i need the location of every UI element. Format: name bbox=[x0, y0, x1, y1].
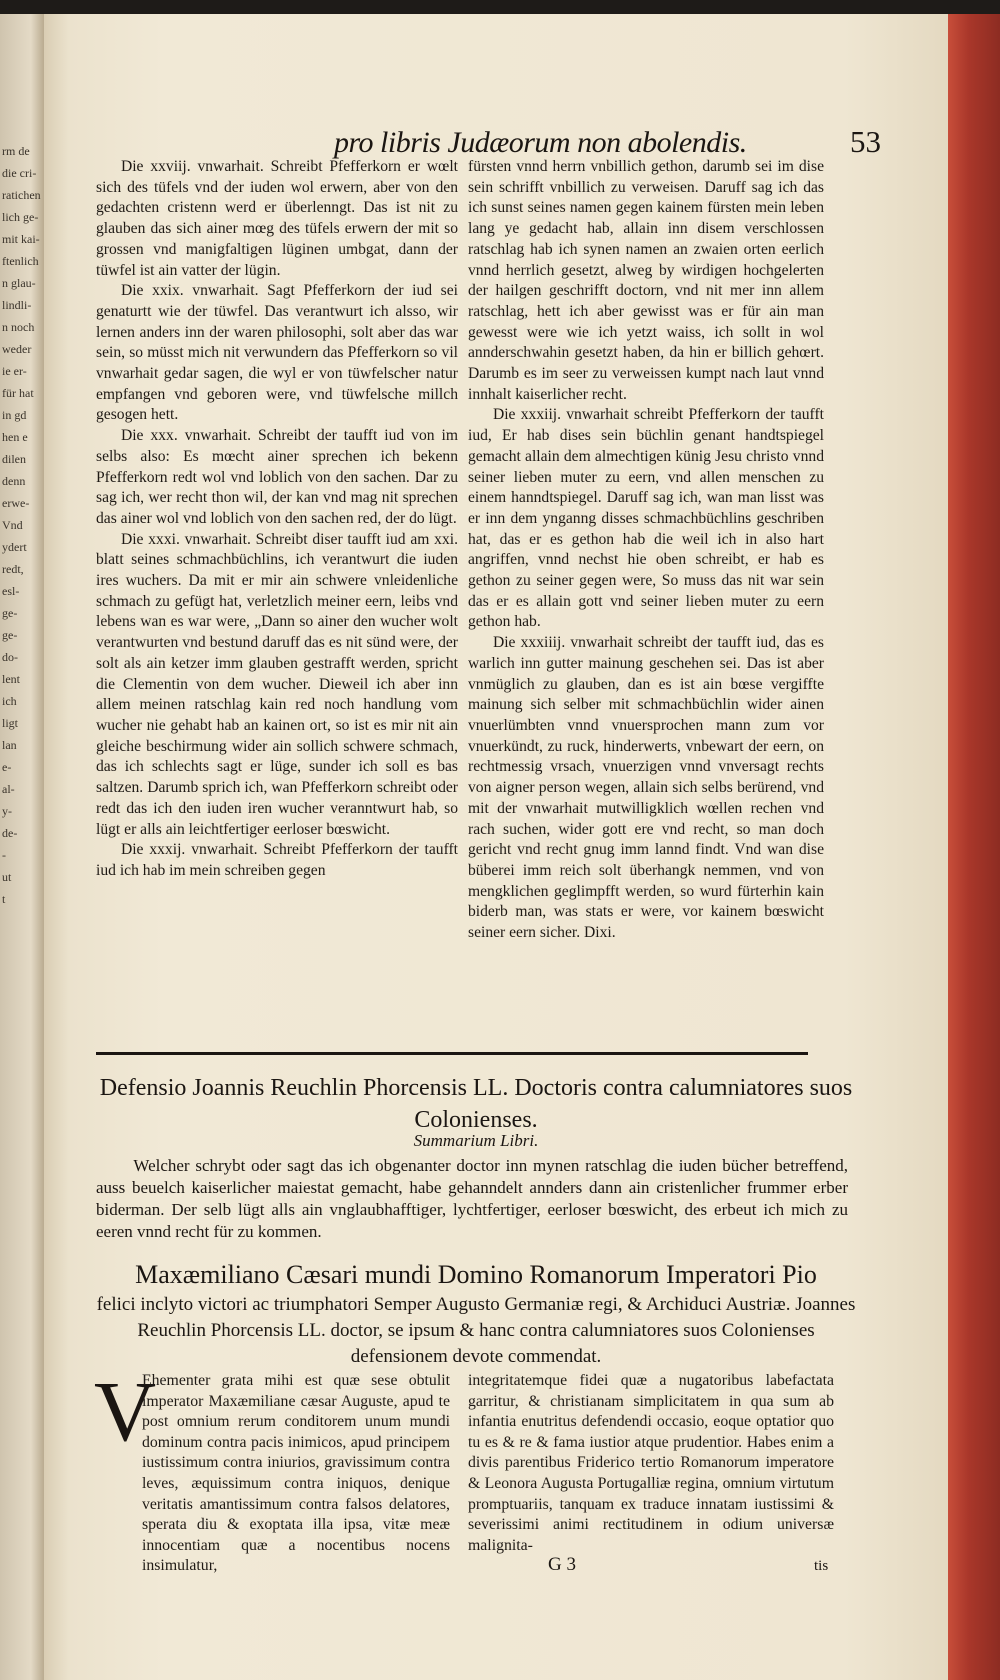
margin-fragment: esl- bbox=[2, 584, 20, 598]
margin-fragment: die cri- bbox=[2, 166, 37, 180]
book-page bbox=[44, 14, 948, 1680]
paragraph: Die xxxiiij. vnwarhait schreibt der taufft iud, das es warlich inn gutter mainung geschehen sei. Das ist aber vnmüglich zu glauben, dan es ist ain bœse vergiffte mainung sich selber mit schmachbüchlin wider ainen vnuerlümbten vnnd vnuersprochen mann zum vor vnuerkündt, zu ruck, hinderwerts, vnbewart der eern, on rechtmessig vrsach, vnuerzigen vnnd vnversagt rechts von aigner person wegen, allain sich selbs berürend, vnd mit der vnwarhait mutwilligklich wœllen rechen vnd rach suchen, wider gott ere vnd recht, so man doch gericht vnd recht gnug imm lannd findt. Vnd wan dise büberei imm reich solt überhangk nemmen, vnd von mengklichen geglimpfft werden, so wurd fürterhin kain biderb man, was stats er were, vor kainem bœswicht seiner eern sicher. Dixi. bbox=[468, 634, 824, 942]
margin-fragment: t bbox=[2, 892, 6, 906]
dedication-line-1: Maxæmiliano Cæsari mundi Domino Romanorum Imperatori Pio bbox=[135, 1260, 817, 1289]
red-page-edge bbox=[948, 14, 1000, 1680]
margin-fragment: ftenlich bbox=[2, 254, 39, 268]
margin-fragment: ratichen bbox=[2, 188, 41, 202]
paragraph: Die xxxij. vnwarhait. Schreibt Pfefferkorn der taufft iud ich hab im mein schreiben gegen bbox=[96, 841, 458, 879]
latin-left-column bbox=[94, 1363, 450, 1577]
margin-fragment: n glau- bbox=[2, 276, 36, 290]
margin-fragment: ich bbox=[2, 694, 17, 708]
margin-fragment: lich ge- bbox=[2, 210, 39, 224]
margin-fragment: weder bbox=[2, 342, 32, 356]
top-binding-shadow bbox=[0, 0, 1000, 14]
right-column bbox=[468, 157, 824, 944]
dedication bbox=[90, 1258, 862, 1370]
running-head: pro libris Judæorum non abolendis. bbox=[334, 126, 747, 159]
margin-fragment: redt, bbox=[2, 562, 24, 576]
margin-fragment: n noch bbox=[2, 320, 35, 334]
margin-fragment: do- bbox=[2, 650, 18, 664]
margin-fragment: für hat bbox=[2, 386, 34, 400]
margin-fragment: denn bbox=[2, 474, 26, 488]
margin-fragment: Vnd bbox=[2, 518, 23, 532]
latin-right-column: integritatemque fidei quæ a nugatoribus labefactata garritur, & christianam simplicitatem in qua sum ab infantia enutritus defendendi occasio, eoque optatior quo tu es & re & fama iustior atque prudentior. Habes enim a divis parentibus Friderico tertio Romanorum imperatore & Leonora Augusta Portugalliæ regina, omnium virtutum promptuariis, tanquam ex traduce innatam iustissimi & severissimi animi rectitudinem in odium universæ malignita- bbox=[468, 1372, 834, 1554]
previous-page-edge bbox=[0, 14, 44, 1680]
margin-fragment: dilen bbox=[2, 452, 26, 466]
section-divider bbox=[96, 1052, 808, 1055]
margin-fragment: e- bbox=[2, 760, 12, 774]
page-number: 53 bbox=[850, 124, 881, 159]
signature-mark: G 3 bbox=[548, 1554, 576, 1575]
paragraph: Die xxxi. vnwarhait. Schreibt diser taufft iud am xxi. blatt seines schmachbüchlins, ich verantwurt die iuden ires wuchers. Da mit er mir ain schwere vnleidenliche schmach zu gefügt hat, verletzlich meiner eern, leibs vnd lebens wan es war were, „Dann so ainer den wucher wolt verantwurten vnd bestund daruff das es nit sünd were, der solt als ain ketzer imm glauben gestrafft werden, spricht die Clementin von dem wucher. Dieweil ich aber inn allem meinen ratschlag kain red noch handlung vom wucher nie gehabt hab an kainen ort, so ist es mir nit ain gleiche beschirmung wider ain sollich schwere schmach, das ich schlechts sagt er lüge, sunder ich soll es bas saltzen. Darumb sprich ich, wan Pfefferkorn schreibt oder redt das ich den iuden iren wucher veranntwurt hab, so lügt er alls ain leichtfertiger eerloser bœswicht. bbox=[96, 530, 458, 838]
dedication-line-2: felici inclyto victori ac triumphatori Semper Augusto Germaniæ regi, & Archiduci Austriæ. Joannes Reuchlin Phorcensis LL. doctor, se ipsum & hanc contra calumniatores suos Colonienses defensionem devote commendat. bbox=[96, 1294, 856, 1367]
defensio-title: Defensio Joannis Reuchlin Phorcensis LL. Doctoris contra calumniatores suos Colonienses. bbox=[99, 1075, 853, 1133]
margin-fragment: lan bbox=[2, 738, 17, 752]
margin-fragment: in gd bbox=[2, 408, 27, 422]
paragraph: Die xxix. vnwarhait. Sagt Pfefferkorn der iud sei genaturtt wie der tüwfel. Das verantwurt ich alsso, wir lernen anders inn der waren philosophi, solt aber das war sein, so müsst mich nit verwundern das Pfefferkorn so vil vnwarhait gedar sagen, die wyl er von tüwfelscher natur empfangen vnd geboren were, vnd tüwfelsche millch gesogen hett. bbox=[96, 282, 458, 424]
margin-fragment: y- bbox=[2, 804, 12, 818]
summary-text: Welcher schrybt oder sagt das ich obgenanter doctor inn mynen ratschlag die iuden bücher betreffend, auss beuelch kaiserlicher maiestat gemacht, habe gehanndelt annders dann ain cristenlicher frummer erber biderman. Der selb lügt alls ain vnglaubhafftiger, lychtfertiger, eerloser bœswicht, des erbeut ich mich zu eeren vnnd recht für zu kommen. bbox=[96, 1156, 848, 1241]
margin-fragment: ligt bbox=[2, 716, 19, 730]
margin-fragment: ydert bbox=[2, 540, 27, 554]
margin-fragment: ge- bbox=[2, 628, 18, 642]
margin-fragment: ie er- bbox=[2, 364, 27, 378]
margin-fragment: - bbox=[2, 848, 6, 862]
drop-cap: V bbox=[94, 1363, 157, 1459]
margin-fragment: rm de bbox=[2, 144, 30, 158]
paragraph: fürsten vnnd herrn vnbillich gethon, darumb sei im dise sein schrifft vnbillich zu verweisen. Daruff sag ich das ich sunst seines namen gegen kainem fürsten mein leben lang ye gedacht hab, allain inn disem verschlossen ratschlag hab ich synen namen an zwaien orten eerlich vnnd herrlich gesetzt, alweg by wirdigen hochgelerten der hailgen geschrifft doctorn, vnd nit mer inn allem ratschlag, hett ich aber gewisst was er für ain man gewesst were wie ich yetzt waiss, ich sollt in wol annderschwahin gesetzt haben, da hin er billich gehœrt. Darumb es im seer zu verweissen kumpt nach laut vnnd innhalt kaiserlicher recht. bbox=[468, 158, 824, 403]
margin-fragment: hen e bbox=[2, 430, 28, 444]
left-column bbox=[96, 157, 458, 882]
catchword: tis bbox=[814, 1558, 829, 1574]
margin-fragment: ut bbox=[2, 870, 12, 884]
latin-text: Ehementer grata mihi est quæ sese obtulit imperator Maxæmiliane cæsar Auguste, apud te post omnium rerum conditorem unum mundi dominum contra pacis inimicos, apud principem iustissimum contra iniurios, gravissimum contra leves, æquissimum contra iniquos, denique veritatis amantissimum contra falsos delatores, sperata diu & exoptata illa ipsa, vitæ meæ innocentiam quæ a nocentibus nocens insimulatur, bbox=[142, 1372, 450, 1575]
margin-fragment: de- bbox=[2, 826, 18, 840]
margin-fragment: erwe- bbox=[2, 496, 30, 510]
margin-fragment: lindli- bbox=[2, 298, 32, 312]
margin-fragment: lent bbox=[2, 672, 20, 686]
summary-label: Summarium Libri. bbox=[413, 1131, 539, 1150]
paragraph: Die xxxiij. vnwarhait schreibt Pfefferkorn der taufft iud, Er hab dises sein büchlin genant handtspiegel gemacht allain dem almechtigen künig Jesu christo vnnd seiner lieben muter zu eern, vnd allen menschen zu einem hanndtspiegel. Daruff sag ich, wan man lisst was er inn dem ynganng disses schmachbüchlins geschriben hat, das er es gethon hab die weil ich in also hart angriffen, vnnd nechst hie oben schreibt, er hab es gethon zu seiner gegen were, So muss das nit war sein das er es allain gott vnd seiner lieben muter zu eern gethon hab. bbox=[468, 406, 824, 631]
paragraph: Die xxviij. vnwarhait. Schreibt Pfefferkorn er wœlt sich des tüfels vnd der iuden wol erwern, aber von den gedachten cristenn werd er überlenngt. Das ist nit zu glauben das sich ainer mœg des tüfels erwern der mit so grossen vnd manigfaltigen lüginen umbgat, dann der tüwfel ist ain vatter der lügin. bbox=[96, 158, 458, 279]
margin-fragment: al- bbox=[2, 782, 15, 796]
margin-fragment: ge- bbox=[2, 606, 18, 620]
margin-fragment: mit kai- bbox=[2, 232, 40, 246]
paragraph: Die xxx. vnwarhait. Schreibt der taufft iud von im selbs also: Es mœcht ainer sprechen ich bekenn Pfefferkorn redt wol vnd loblich von den sachen. Dar zu sag ich, wer recht thon wil, der kan vnd mag nit sprechen das ainer wol vnd loblich von den sachen red, der do lügt. bbox=[96, 427, 458, 527]
